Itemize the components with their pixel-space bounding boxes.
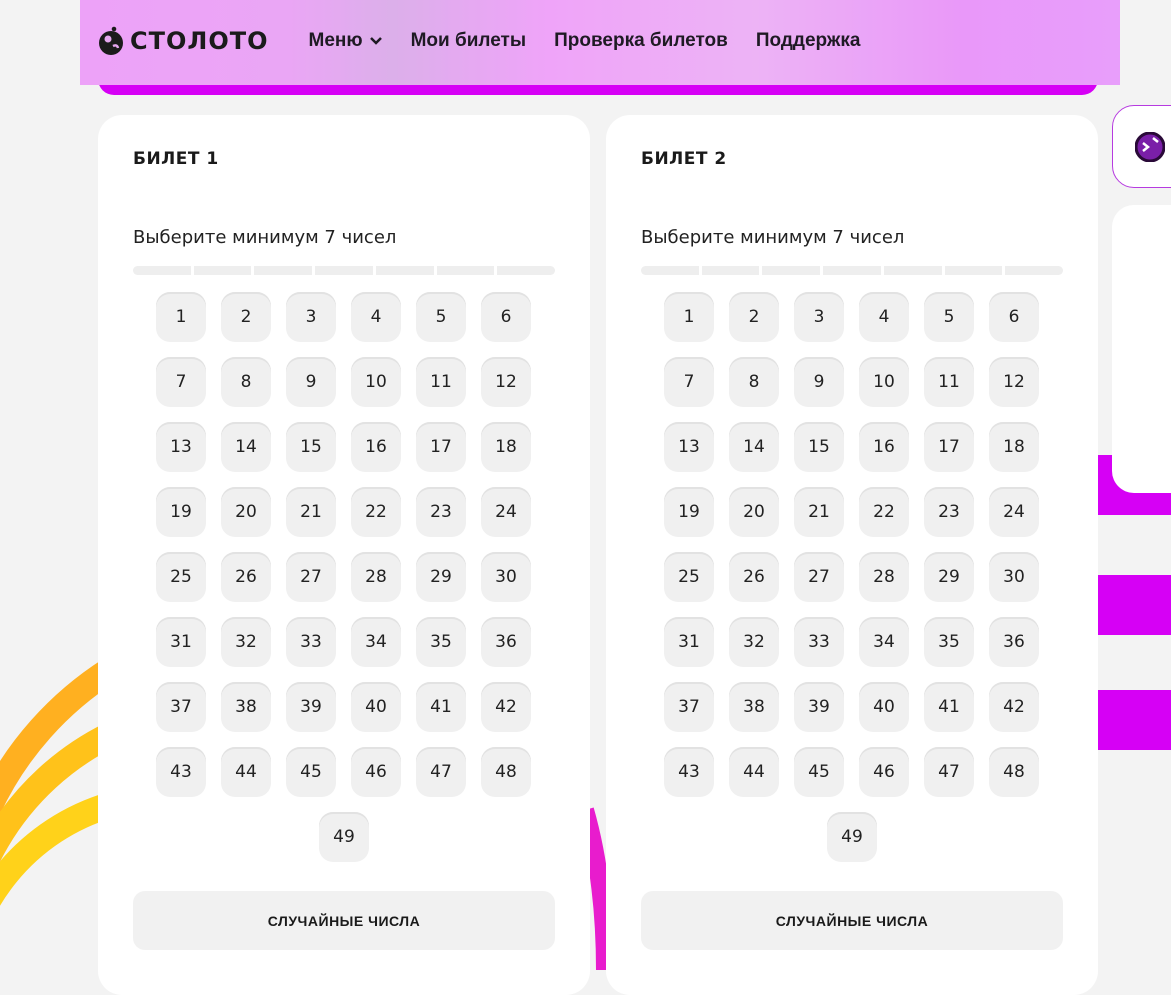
nav-menu[interactable] [309, 30, 383, 52]
number-button-27[interactable]: 27 [794, 552, 844, 602]
progress-segment [1005, 266, 1063, 275]
number-button-43[interactable]: 43 [664, 747, 714, 797]
number-button-49[interactable]: 49 [319, 812, 369, 862]
selection-progress [641, 266, 1063, 275]
number-button-10[interactable]: 10 [859, 357, 909, 407]
number-button-46[interactable]: 46 [859, 747, 909, 797]
stoloto-logo-icon [98, 26, 124, 56]
number-button-7[interactable]: 7 [664, 357, 714, 407]
number-button-4[interactable]: 4 [859, 292, 909, 342]
number-button-49[interactable]: 49 [827, 812, 877, 862]
number-button-40[interactable]: 40 [351, 682, 401, 732]
number-button-36[interactable]: 36 [481, 617, 531, 667]
progress-segment [823, 266, 881, 275]
progress-segment [315, 266, 373, 275]
nav-menu-label: Меню [308, 30, 363, 51]
number-button-30[interactable]: 30 [481, 552, 531, 602]
number-button-13[interactable]: 13 [156, 422, 206, 472]
number-button-32[interactable]: 32 [221, 617, 271, 667]
progress-segment [133, 266, 191, 275]
number-button-14[interactable]: 14 [729, 422, 779, 472]
number-button-19[interactable]: 19 [664, 487, 714, 537]
nav-support[interactable]: Поддержка [755, 30, 861, 51]
number-button-9[interactable]: 9 [286, 357, 336, 407]
number-button-12[interactable]: 12 [481, 357, 531, 407]
nav-my-tickets[interactable]: Мои билеты [410, 30, 527, 51]
number-button-41[interactable]: 41 [924, 682, 974, 732]
number-button-3[interactable]: 3 [794, 292, 844, 342]
number-button-9[interactable]: 9 [794, 357, 844, 407]
number-button-18[interactable]: 18 [481, 422, 531, 472]
number-button-15[interactable]: 15 [286, 422, 336, 472]
side-game-card[interactable] [1112, 105, 1171, 188]
number-button-17[interactable]: 17 [924, 422, 974, 472]
progress-segment [497, 266, 555, 275]
number-button-5[interactable]: 5 [416, 292, 466, 342]
number-button-22[interactable]: 22 [859, 487, 909, 537]
number-button-4[interactable]: 4 [351, 292, 401, 342]
number-button-28[interactable]: 28 [859, 552, 909, 602]
progress-segment [376, 266, 434, 275]
number-button-2[interactable]: 2 [221, 292, 271, 342]
number-button-11[interactable]: 11 [416, 357, 466, 407]
number-button-47[interactable]: 47 [416, 747, 466, 797]
side-panel [1112, 205, 1171, 493]
number-button-6[interactable]: 6 [481, 292, 531, 342]
number-button-16[interactable]: 16 [859, 422, 909, 472]
ticket-hint: Выберите минимум 7 чисел [133, 227, 397, 248]
number-button-32[interactable]: 32 [729, 617, 779, 667]
number-button-44[interactable]: 44 [729, 747, 779, 797]
number-button-48[interactable]: 48 [989, 747, 1039, 797]
number-button-38[interactable]: 38 [221, 682, 271, 732]
number-button-20[interactable]: 20 [729, 487, 779, 537]
progress-segment [194, 266, 252, 275]
ticket-card-2 [606, 115, 1098, 995]
number-button-1[interactable]: 1 [156, 292, 206, 342]
selection-progress [133, 266, 555, 275]
number-button-35[interactable]: 35 [416, 617, 466, 667]
number-button-28[interactable]: 28 [351, 552, 401, 602]
lottery-ball-icon [1135, 132, 1165, 162]
progress-segment [702, 266, 760, 275]
number-button-23[interactable]: 23 [416, 487, 466, 537]
number-button-10[interactable]: 10 [351, 357, 401, 407]
number-button-20[interactable]: 20 [221, 487, 271, 537]
number-button-7[interactable]: 7 [156, 357, 206, 407]
number-button-5[interactable]: 5 [924, 292, 974, 342]
number-button-37[interactable]: 37 [156, 682, 206, 732]
number-button-3[interactable]: 3 [286, 292, 336, 342]
number-button-34[interactable]: 34 [859, 617, 909, 667]
progress-segment [945, 266, 1003, 275]
number-button-38[interactable]: 38 [729, 682, 779, 732]
number-button-39[interactable]: 39 [794, 682, 844, 732]
ticket-title: БИЛЕТ 2 [641, 149, 727, 169]
progress-segment [437, 266, 495, 275]
ticket-title: БИЛЕТ 1 [133, 149, 219, 169]
number-button-24[interactable]: 24 [989, 487, 1039, 537]
ticket-hint: Выберите минимум 7 чисел [641, 227, 905, 248]
number-button-26[interactable]: 26 [729, 552, 779, 602]
random-numbers-button[interactable]: СЛУЧАЙНЫЕ ЧИСЛА [133, 891, 555, 950]
number-button-41[interactable]: 41 [416, 682, 466, 732]
progress-segment [254, 266, 312, 275]
number-button-23[interactable]: 23 [924, 487, 974, 537]
number-button-18[interactable]: 18 [989, 422, 1039, 472]
progress-segment [884, 266, 942, 275]
number-button-19[interactable]: 19 [156, 487, 206, 537]
chevron-down-icon [369, 36, 383, 46]
number-button-36[interactable]: 36 [989, 617, 1039, 667]
number-button-21[interactable]: 21 [794, 487, 844, 537]
number-button-24[interactable]: 24 [481, 487, 531, 537]
number-button-29[interactable]: 29 [924, 552, 974, 602]
number-button-25[interactable]: 25 [156, 552, 206, 602]
number-button-46[interactable]: 46 [351, 747, 401, 797]
logo[interactable] [98, 26, 269, 56]
number-button-48[interactable]: 48 [481, 747, 531, 797]
number-button-31[interactable]: 31 [156, 617, 206, 667]
logo-text: СТОЛОТО [130, 27, 269, 55]
number-button-21[interactable]: 21 [286, 487, 336, 537]
number-button-22[interactable]: 22 [351, 487, 401, 537]
number-button-44[interactable]: 44 [221, 747, 271, 797]
number-button-43[interactable]: 43 [156, 747, 206, 797]
number-button-34[interactable]: 34 [351, 617, 401, 667]
number-button-30[interactable]: 30 [989, 552, 1039, 602]
number-button-29[interactable]: 29 [416, 552, 466, 602]
number-button-12[interactable]: 12 [989, 357, 1039, 407]
number-button-37[interactable]: 37 [664, 682, 714, 732]
number-button-47[interactable]: 47 [924, 747, 974, 797]
number-button-35[interactable]: 35 [924, 617, 974, 667]
number-button-2[interactable]: 2 [729, 292, 779, 342]
number-button-33[interactable]: 33 [794, 617, 844, 667]
number-button-16[interactable]: 16 [351, 422, 401, 472]
number-button-26[interactable]: 26 [221, 552, 271, 602]
number-button-42[interactable]: 42 [481, 682, 531, 732]
number-button-40[interactable]: 40 [859, 682, 909, 732]
progress-segment [641, 266, 699, 275]
number-button-45[interactable]: 45 [794, 747, 844, 797]
progress-segment [762, 266, 820, 275]
number-button-14[interactable]: 14 [221, 422, 271, 472]
number-button-15[interactable]: 15 [794, 422, 844, 472]
number-button-13[interactable]: 13 [664, 422, 714, 472]
number-button-1[interactable]: 1 [664, 292, 714, 342]
number-button-6[interactable]: 6 [989, 292, 1039, 342]
number-button-39[interactable]: 39 [286, 682, 336, 732]
number-button-45[interactable]: 45 [286, 747, 336, 797]
number-button-17[interactable]: 17 [416, 422, 466, 472]
random-numbers-button[interactable]: СЛУЧАЙНЫЕ ЧИСЛА [641, 891, 1063, 950]
number-button-31[interactable]: 31 [664, 617, 714, 667]
number-button-11[interactable]: 11 [924, 357, 974, 407]
number-button-33[interactable]: 33 [286, 617, 336, 667]
number-button-25[interactable]: 25 [664, 552, 714, 602]
number-button-42[interactable]: 42 [989, 682, 1039, 732]
nav-check-tickets[interactable]: Проверка билетов [554, 30, 728, 51]
number-button-27[interactable]: 27 [286, 552, 336, 602]
top-nav [98, 18, 888, 64]
number-button-8[interactable]: 8 [729, 357, 779, 407]
number-button-8[interactable]: 8 [221, 357, 271, 407]
ticket-card-1 [98, 115, 590, 995]
